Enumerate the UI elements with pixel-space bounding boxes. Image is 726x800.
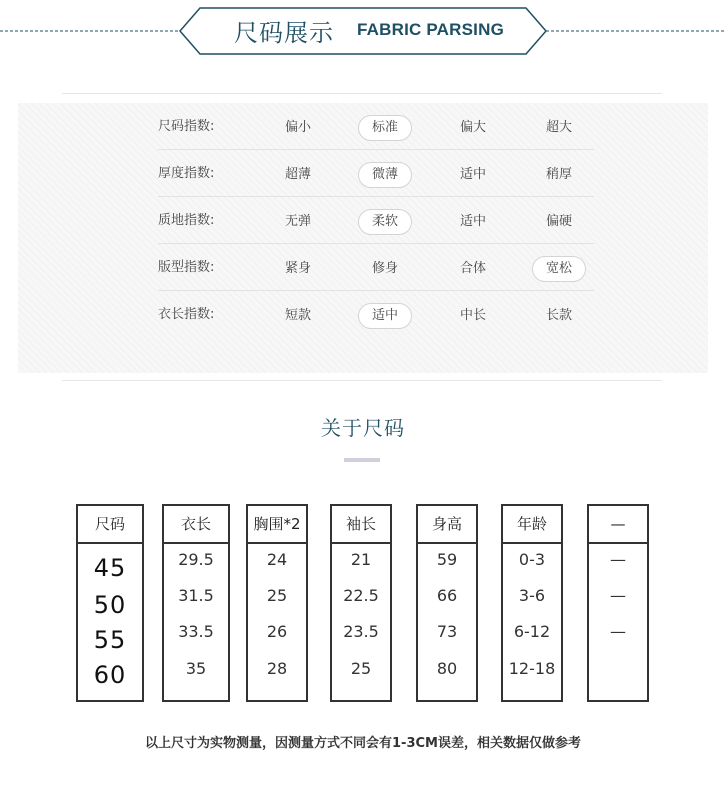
index-option: 偏小: [284, 120, 311, 135]
size-column: [330, 504, 392, 702]
index-row: [18, 197, 708, 244]
index-option: 合体: [459, 261, 486, 276]
table-cell: 23.5: [343, 622, 379, 641]
index-option-selected: 微薄: [358, 162, 412, 188]
column-header: —: [589, 506, 647, 544]
table-cell: 55: [93, 626, 127, 654]
size-column: [587, 504, 649, 702]
column-header: 衣长: [164, 506, 228, 544]
index-option: 稍厚: [545, 167, 572, 182]
table-cell: 28: [266, 659, 288, 678]
table-cell: 12-18: [508, 659, 556, 678]
table-cell: 60: [93, 661, 127, 689]
column-header: 年龄: [503, 506, 561, 544]
measurement-note: 以上尺寸为实物测量，因测量方式不同会有1-3CM误差，相关数据仅做参考: [145, 736, 581, 751]
table-cell: 45: [93, 554, 127, 582]
size-column: [76, 504, 144, 702]
about-size-title: 关于尺码: [321, 416, 405, 440]
index-option: 长款: [545, 308, 572, 323]
table-cell: —: [610, 586, 626, 605]
size-column: [162, 504, 230, 702]
table-cell: —: [610, 550, 626, 569]
table-cell: 22.5: [343, 586, 379, 605]
table-cell: 21: [350, 550, 372, 569]
table-cell: 66: [436, 586, 458, 605]
table-cell: 80: [436, 659, 458, 678]
index-option-selected: 适中: [358, 303, 412, 329]
table-cell: 3-6: [518, 586, 546, 605]
index-option: 紧身: [284, 261, 311, 276]
table-cell: 24: [266, 550, 288, 569]
index-option: 超大: [545, 120, 572, 135]
index-option: 偏大: [459, 120, 486, 135]
table-cell: 6-12: [513, 622, 551, 641]
table-cell: —: [610, 622, 626, 641]
index-option: 偏硬: [545, 214, 572, 229]
table-cell: 59: [436, 550, 458, 569]
size-column: [416, 504, 478, 702]
table-cell: 50: [93, 591, 127, 619]
index-row: [18, 103, 708, 150]
index-option: 无弹: [284, 214, 311, 229]
index-option-selected: 柔软: [358, 209, 412, 235]
column-header: 袖长: [332, 506, 390, 544]
index-label: 厚度指数:: [158, 166, 215, 181]
column-header: 尺码: [78, 506, 142, 544]
fabric-index-panel: [18, 103, 708, 373]
column-header: 胸围*2: [248, 506, 306, 544]
table-cell: 25: [266, 586, 288, 605]
table-cell: 29.5: [178, 550, 214, 569]
index-option: 中长: [459, 308, 486, 323]
table-cell: 33.5: [178, 622, 214, 641]
table-cell: 73: [436, 622, 458, 641]
divider-bottom: [62, 380, 662, 381]
divider-top: [62, 93, 662, 94]
index-row: [18, 150, 708, 197]
index-label: 衣长指数:: [158, 307, 215, 322]
index-option-selected: 宽松: [532, 256, 586, 282]
index-option: 短款: [284, 308, 311, 323]
index-option: 修身: [371, 261, 398, 276]
index-option: 适中: [459, 167, 486, 182]
index-option: 超薄: [284, 167, 311, 182]
table-cell: 25: [350, 659, 372, 678]
index-option: 适中: [459, 214, 486, 229]
header-banner: [0, 0, 726, 62]
table-cell: 31.5: [178, 586, 214, 605]
size-column: [246, 504, 308, 702]
index-option-selected: 标准: [358, 115, 412, 141]
index-row: [18, 244, 708, 291]
index-label: 质地指数:: [158, 213, 215, 228]
index-label: 版型指数:: [158, 260, 215, 275]
size-column: [501, 504, 563, 702]
column-header: 身高: [418, 506, 476, 544]
table-cell: 26: [266, 622, 288, 641]
title-underline: [344, 458, 380, 462]
index-label: 尺码指数:: [158, 119, 215, 134]
table-cell: 35: [185, 659, 207, 678]
banner-subtitle: FABRIC PARSING: [357, 20, 504, 39]
banner-title: 尺码展示: [234, 19, 334, 47]
index-row: [18, 291, 708, 338]
table-cell: 0-3: [518, 550, 546, 569]
